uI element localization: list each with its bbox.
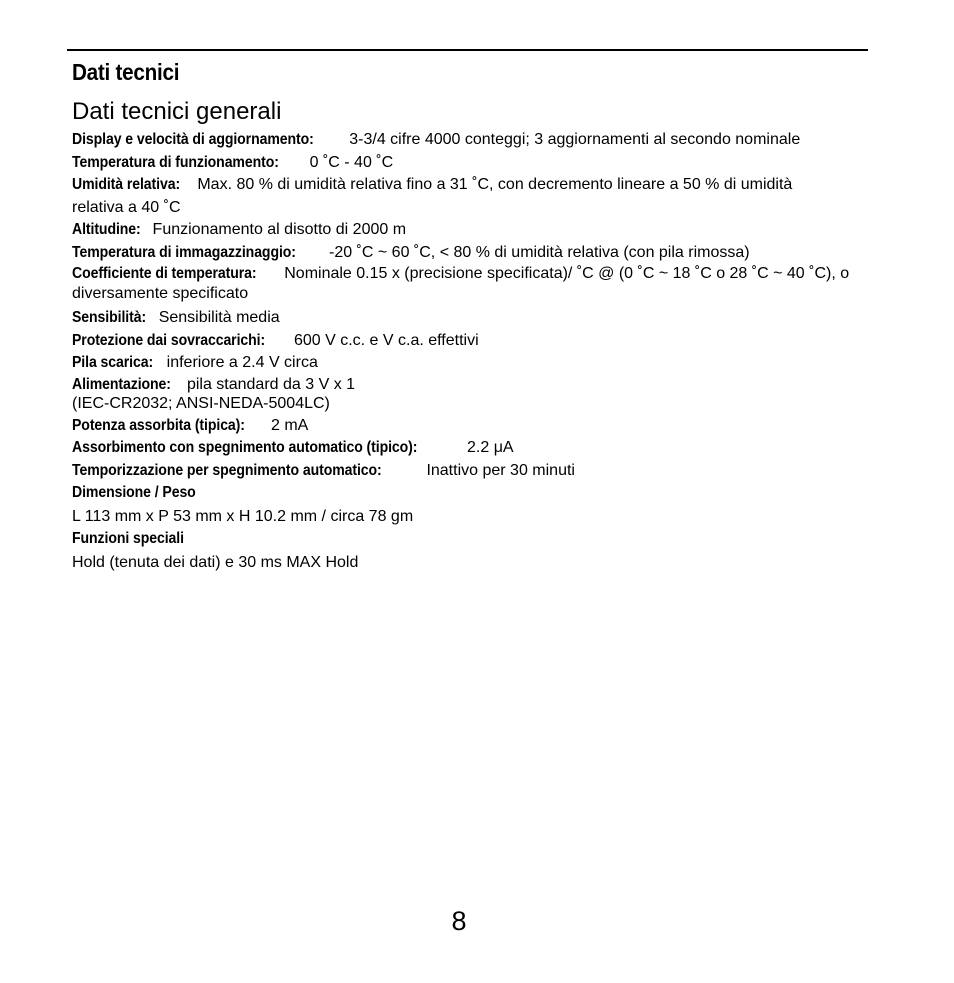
spec-altitude: [72, 219, 877, 242]
spec-overload-protection: [72, 330, 877, 353]
spec-label: Altitudine:: [72, 221, 141, 238]
spec-list: [72, 129, 877, 574]
top-rule: [67, 49, 868, 51]
spec-value: Sensibilità media: [158, 309, 280, 326]
spec-value: -20 ˚C ~ 60 ˚C, < 80 % di umidità relativa (con pila rimossa): [328, 243, 750, 261]
spec-label: Temporizzazione per spegnimento automatico:: [72, 461, 382, 479]
spec-power-consumption: [72, 415, 877, 438]
spec-auto-power-off-consumption: [72, 437, 877, 460]
spec-value: 2.2 μA: [467, 439, 514, 456]
spec-value: 3-3/4 cifre 4000 conteggi; 3 aggiornamenti al secondo nominale: [349, 131, 801, 148]
spec-label: Protezione dai sovraccarichi:: [72, 331, 266, 349]
spec-label: Temperatura di immagazzinaggio:: [72, 243, 296, 261]
spec-display: [72, 129, 877, 152]
spec-special-functions: [72, 528, 877, 574]
spec-temperature-coefficient: [72, 264, 877, 304]
spec-label: Temperatura di funzionamento:: [72, 153, 279, 171]
page-content: [72, 58, 877, 574]
spec-sensitivity: [72, 307, 877, 330]
spec-label: Alimentazione:: [72, 375, 171, 393]
spec-power-supply: [72, 375, 877, 412]
spec-value-secondary: (IEC-CR2032; ANSI-NEDA-5004LC): [72, 394, 330, 412]
spec-auto-power-off-timing: [72, 460, 877, 483]
spec-label: Umidità relativa:: [72, 176, 181, 193]
spec-label: Funzioni speciali: [72, 530, 184, 547]
spec-value: Funzionamento al disotto di 2000 m: [152, 221, 407, 238]
spec-label: Assorbimento con spegnimento automatico (tipico):: [72, 439, 418, 456]
section-title: Dati tecnici: [72, 59, 180, 85]
spec-label: Display e velocità di aggiornamento:: [72, 131, 314, 148]
spec-storage-temperature: [72, 242, 877, 265]
spec-value: inferiore a 2.4 V circa: [166, 354, 318, 371]
spec-value: Max. 80 % di umidità relativa fino a 31 ˚C, con decremento lineare a 50 % di umidità relativa a 40 ˚C: [72, 176, 793, 216]
spec-value: pila standard da 3 V x 1: [186, 375, 356, 393]
spec-label: Potenza assorbita (tipica):: [72, 416, 245, 434]
spec-value: Inattivo per 30 minuti: [426, 461, 575, 479]
subsection-title: Dati tecnici generali: [72, 98, 282, 125]
spec-dimension-weight: [72, 482, 877, 528]
spec-label: Dimensione / Peso: [72, 484, 196, 501]
spec-value: L 113 mm x P 53 mm x H 10.2 mm / circa 78 gm: [72, 507, 414, 525]
spec-value: Nominale 0.15 x (precisione specificata)/ ˚C @ (0 ˚C ~ 18 ˚C o 28 ˚C ~ 40 ˚C), o diversamente specificato: [72, 265, 850, 302]
spec-label: Pila scarica:: [72, 354, 154, 371]
spec-label: Sensibilità:: [72, 309, 147, 326]
spec-label: Coefficiente di temperatura:: [72, 265, 257, 282]
spec-operating-temperature: [72, 152, 877, 175]
spec-relative-humidity: [72, 174, 877, 219]
spec-value: 600 V c.c. e V c.a. effettivi: [293, 331, 479, 349]
spec-low-battery: [72, 352, 877, 375]
spec-value: 2 mA: [271, 416, 309, 434]
spec-value: Hold (tenuta dei dati) e 30 ms MAX Hold: [72, 553, 359, 571]
page-number: 8: [451, 906, 467, 936]
spec-value: 0 ˚C - 40 ˚C: [309, 153, 394, 171]
